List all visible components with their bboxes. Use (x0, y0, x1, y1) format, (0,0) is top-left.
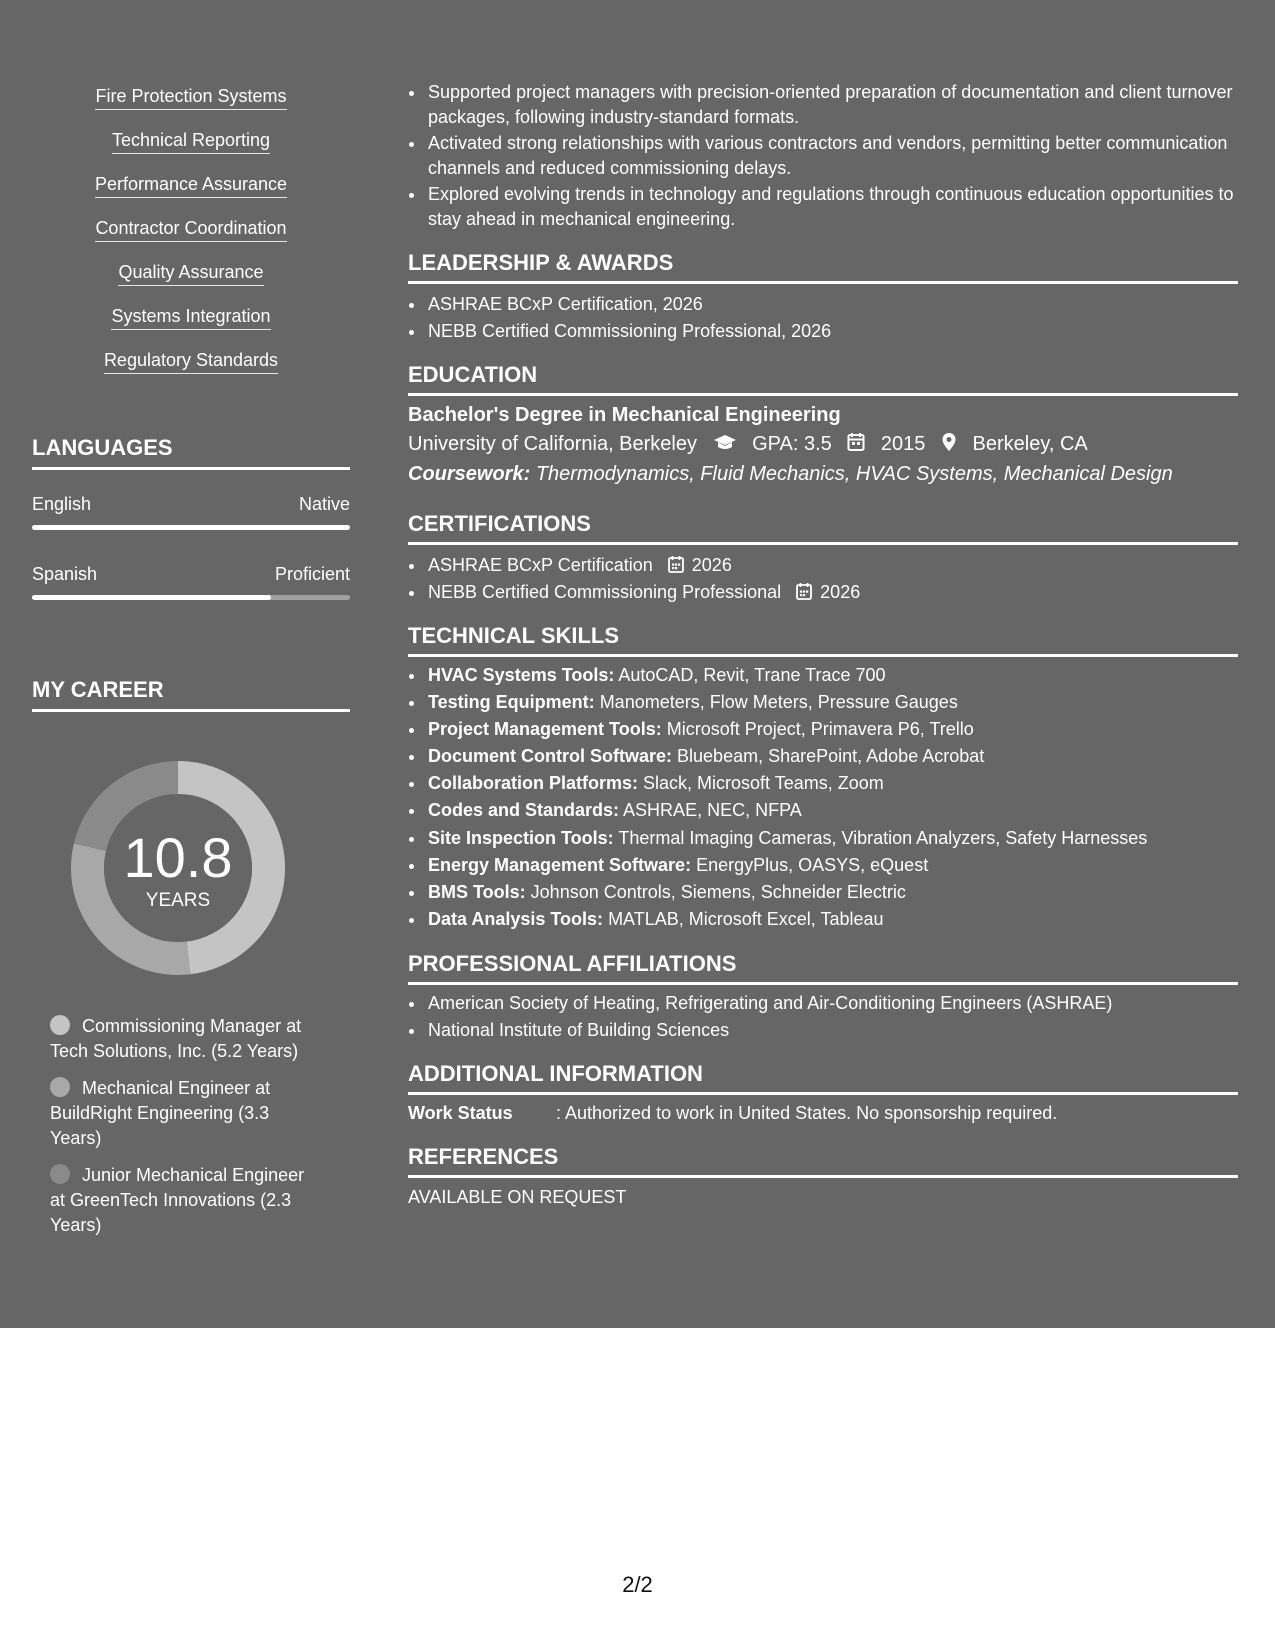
career-item-text: Mechanical Engineer at BuildRight Engineering (3.3 Years) (50, 1078, 271, 1148)
language-name: English (32, 494, 92, 514)
skill-tag: Contractor Coordination (95, 218, 286, 242)
languages-heading: LANGUAGES (32, 435, 350, 470)
calendar-icon (847, 432, 865, 452)
affiliation-item: • American Society of Heating, Refrigerating and Air-Conditioning Engineers (ASHRAE) (426, 991, 1246, 1016)
gpa: GPA: 3.5 (752, 433, 832, 455)
career-item-text: Commissioning Manager at Tech Solutions, Inc. (5.2 Years) (50, 1016, 302, 1061)
leadership-item: • ASHRAE BCxP Certification, 2026 (426, 292, 1246, 317)
calendar-icon (796, 582, 812, 600)
experience-bullets (408, 80, 1246, 233)
skill-label: Document Control Software: (428, 746, 673, 767)
technical-skill-item (426, 798, 1246, 823)
leadership-list (408, 292, 1246, 345)
skill-value: Johnson Controls, Siemens, Schneider Electric (530, 881, 906, 902)
language-name: Spanish (32, 564, 98, 584)
school-name: University of California, Berkeley (408, 433, 697, 455)
skill-tag: Regulatory Standards (104, 350, 278, 374)
career-legend (50, 1014, 320, 1250)
education-entry (408, 401, 1238, 489)
affiliation-item: • National Institute of Building Sciences (426, 1018, 1246, 1043)
language-bar-english (32, 525, 350, 530)
skill-value: ASHRAE, NEC, NFPA (623, 800, 802, 821)
skill-tag: Quality Assurance (118, 262, 263, 286)
affiliations-list (408, 991, 1246, 1044)
skill-value: Slack, Microsoft Teams, Zoom (643, 773, 884, 794)
language-level: Native (298, 494, 350, 514)
certification-year: 2026 (691, 555, 732, 575)
technical-skill-item (426, 717, 1246, 742)
skill-value: Thermal Imaging Cameras, Vibration Analyzers, Safety Harnesses (618, 827, 1148, 848)
career-donut-chart (66, 756, 290, 980)
language-level: Proficient (274, 564, 350, 584)
skill-tag: Technical Reporting (112, 130, 270, 154)
certifications-list (408, 553, 1246, 606)
technical-skill-item (426, 771, 1246, 796)
skill-label: Collaboration Platforms: (428, 773, 639, 794)
technical-skill-item (426, 663, 1246, 688)
work-status-label: Work Status (408, 1103, 513, 1123)
certification-item (426, 553, 1246, 578)
career-total-years: 10.8 (123, 826, 233, 889)
certification-name: ASHRAE BCxP Certification (428, 555, 653, 575)
career-item (50, 1163, 320, 1238)
certification-year: 2026 (820, 581, 861, 602)
skill-label: Site Inspection Tools: (428, 827, 614, 848)
career-years-unit: YEARS (145, 890, 211, 911)
references-text: AVAILABLE ON REQUEST (408, 1187, 627, 1207)
experience-bullet: • Explored evolving trends in technology and regulations through continuous education opportunities to stay ahead in mechanical engineering. (426, 182, 1246, 231)
language-bar-fill (32, 595, 271, 600)
certification-item (426, 580, 1246, 605)
certification-name: NEBB Certified Commissioning Professional (428, 581, 782, 602)
education-heading: EDUCATION (408, 362, 1238, 396)
career-item (50, 1076, 320, 1151)
skill-tag: Fire Protection Systems (95, 86, 286, 110)
legend-dot-icon (50, 1015, 70, 1035)
graduation-cap-icon (713, 434, 737, 452)
skill-value: Bluebeam, SharePoint, Adobe Acrobat (677, 746, 985, 767)
skill-tags (32, 86, 350, 394)
technical-skills-heading: TECHNICAL SKILLS (408, 623, 1238, 657)
skill-label: HVAC Systems Tools: (428, 665, 615, 685)
technical-skill-item (426, 853, 1246, 878)
leadership-heading: LEADERSHIP & AWARDS (408, 250, 1238, 284)
coursework-label: Coursework: (408, 463, 531, 485)
location-pin-icon (941, 432, 957, 452)
affiliations-heading: PROFESSIONAL AFFILIATIONS (408, 951, 1238, 985)
skill-label: Codes and Standards: (428, 800, 620, 821)
skill-label: BMS Tools: (428, 881, 526, 902)
leadership-item: • NEBB Certified Commissioning Professional, 2026 (426, 319, 1246, 344)
legend-dot-icon (50, 1164, 70, 1184)
page-number: 2/2 (622, 1572, 653, 1597)
skill-label: Testing Equipment: (428, 692, 595, 713)
education-details (408, 429, 1238, 459)
work-status-value: : Authorized to work in United States. No sponsorship required. (556, 1103, 1058, 1123)
experience-bullet: • Supported project managers with precision-oriented preparation of documentation and client turnover packages, following industry-standard formats. (426, 80, 1246, 129)
career-heading: MY CAREER (32, 677, 350, 712)
language-bar-fill (32, 525, 350, 530)
career-item-text: Junior Mechanical Engineer at GreenTech Innovations (2.3 Years) (50, 1165, 305, 1235)
skill-value: Manometers, Flow Meters, Pressure Gauges (599, 692, 958, 713)
skill-label: Data Analysis Tools: (428, 908, 604, 929)
technical-skill-item (426, 907, 1246, 932)
skill-value: Microsoft Project, Primavera P6, Trello (666, 719, 974, 740)
skill-value: AutoCAD, Revit, Trane Trace 700 (618, 665, 886, 685)
skill-value: MATLAB, Microsoft Excel, Tableau (608, 908, 884, 929)
career-item (50, 1014, 320, 1064)
coursework (408, 459, 1238, 489)
skill-tag: Performance Assurance (95, 174, 287, 198)
skill-label: Energy Management Software: (428, 854, 692, 875)
legend-dot-icon (50, 1077, 70, 1097)
experience-bullet: • Activated strong relationships with various contractors and vendors, permitting better communication channels and reduced commissioning delays. (426, 131, 1246, 180)
technical-skill-item (426, 880, 1246, 905)
technical-skill-item (426, 826, 1246, 851)
calendar-icon (668, 555, 684, 573)
references-heading: REFERENCES (408, 1144, 1238, 1178)
language-bar-spanish (32, 595, 350, 600)
coursework-list: Thermodynamics, Fluid Mechanics, HVAC Systems, Mechanical Design (535, 463, 1173, 485)
skill-label: Project Management Tools: (428, 719, 662, 740)
technical-skill-item (426, 690, 1246, 715)
graduation-year: 2015 (880, 433, 926, 455)
degree-title: Bachelor's Degree in Mechanical Engineering (408, 404, 841, 426)
additional-info-heading: ADDITIONAL INFORMATION (408, 1061, 1238, 1095)
technical-skills-list (408, 663, 1246, 934)
certifications-heading: CERTIFICATIONS (408, 511, 1238, 545)
school-location: Berkeley, CA (972, 433, 1088, 455)
technical-skill-item (426, 744, 1246, 769)
skill-tag: Systems Integration (111, 306, 270, 330)
skill-value: EnergyPlus, OASYS, eQuest (696, 854, 929, 875)
